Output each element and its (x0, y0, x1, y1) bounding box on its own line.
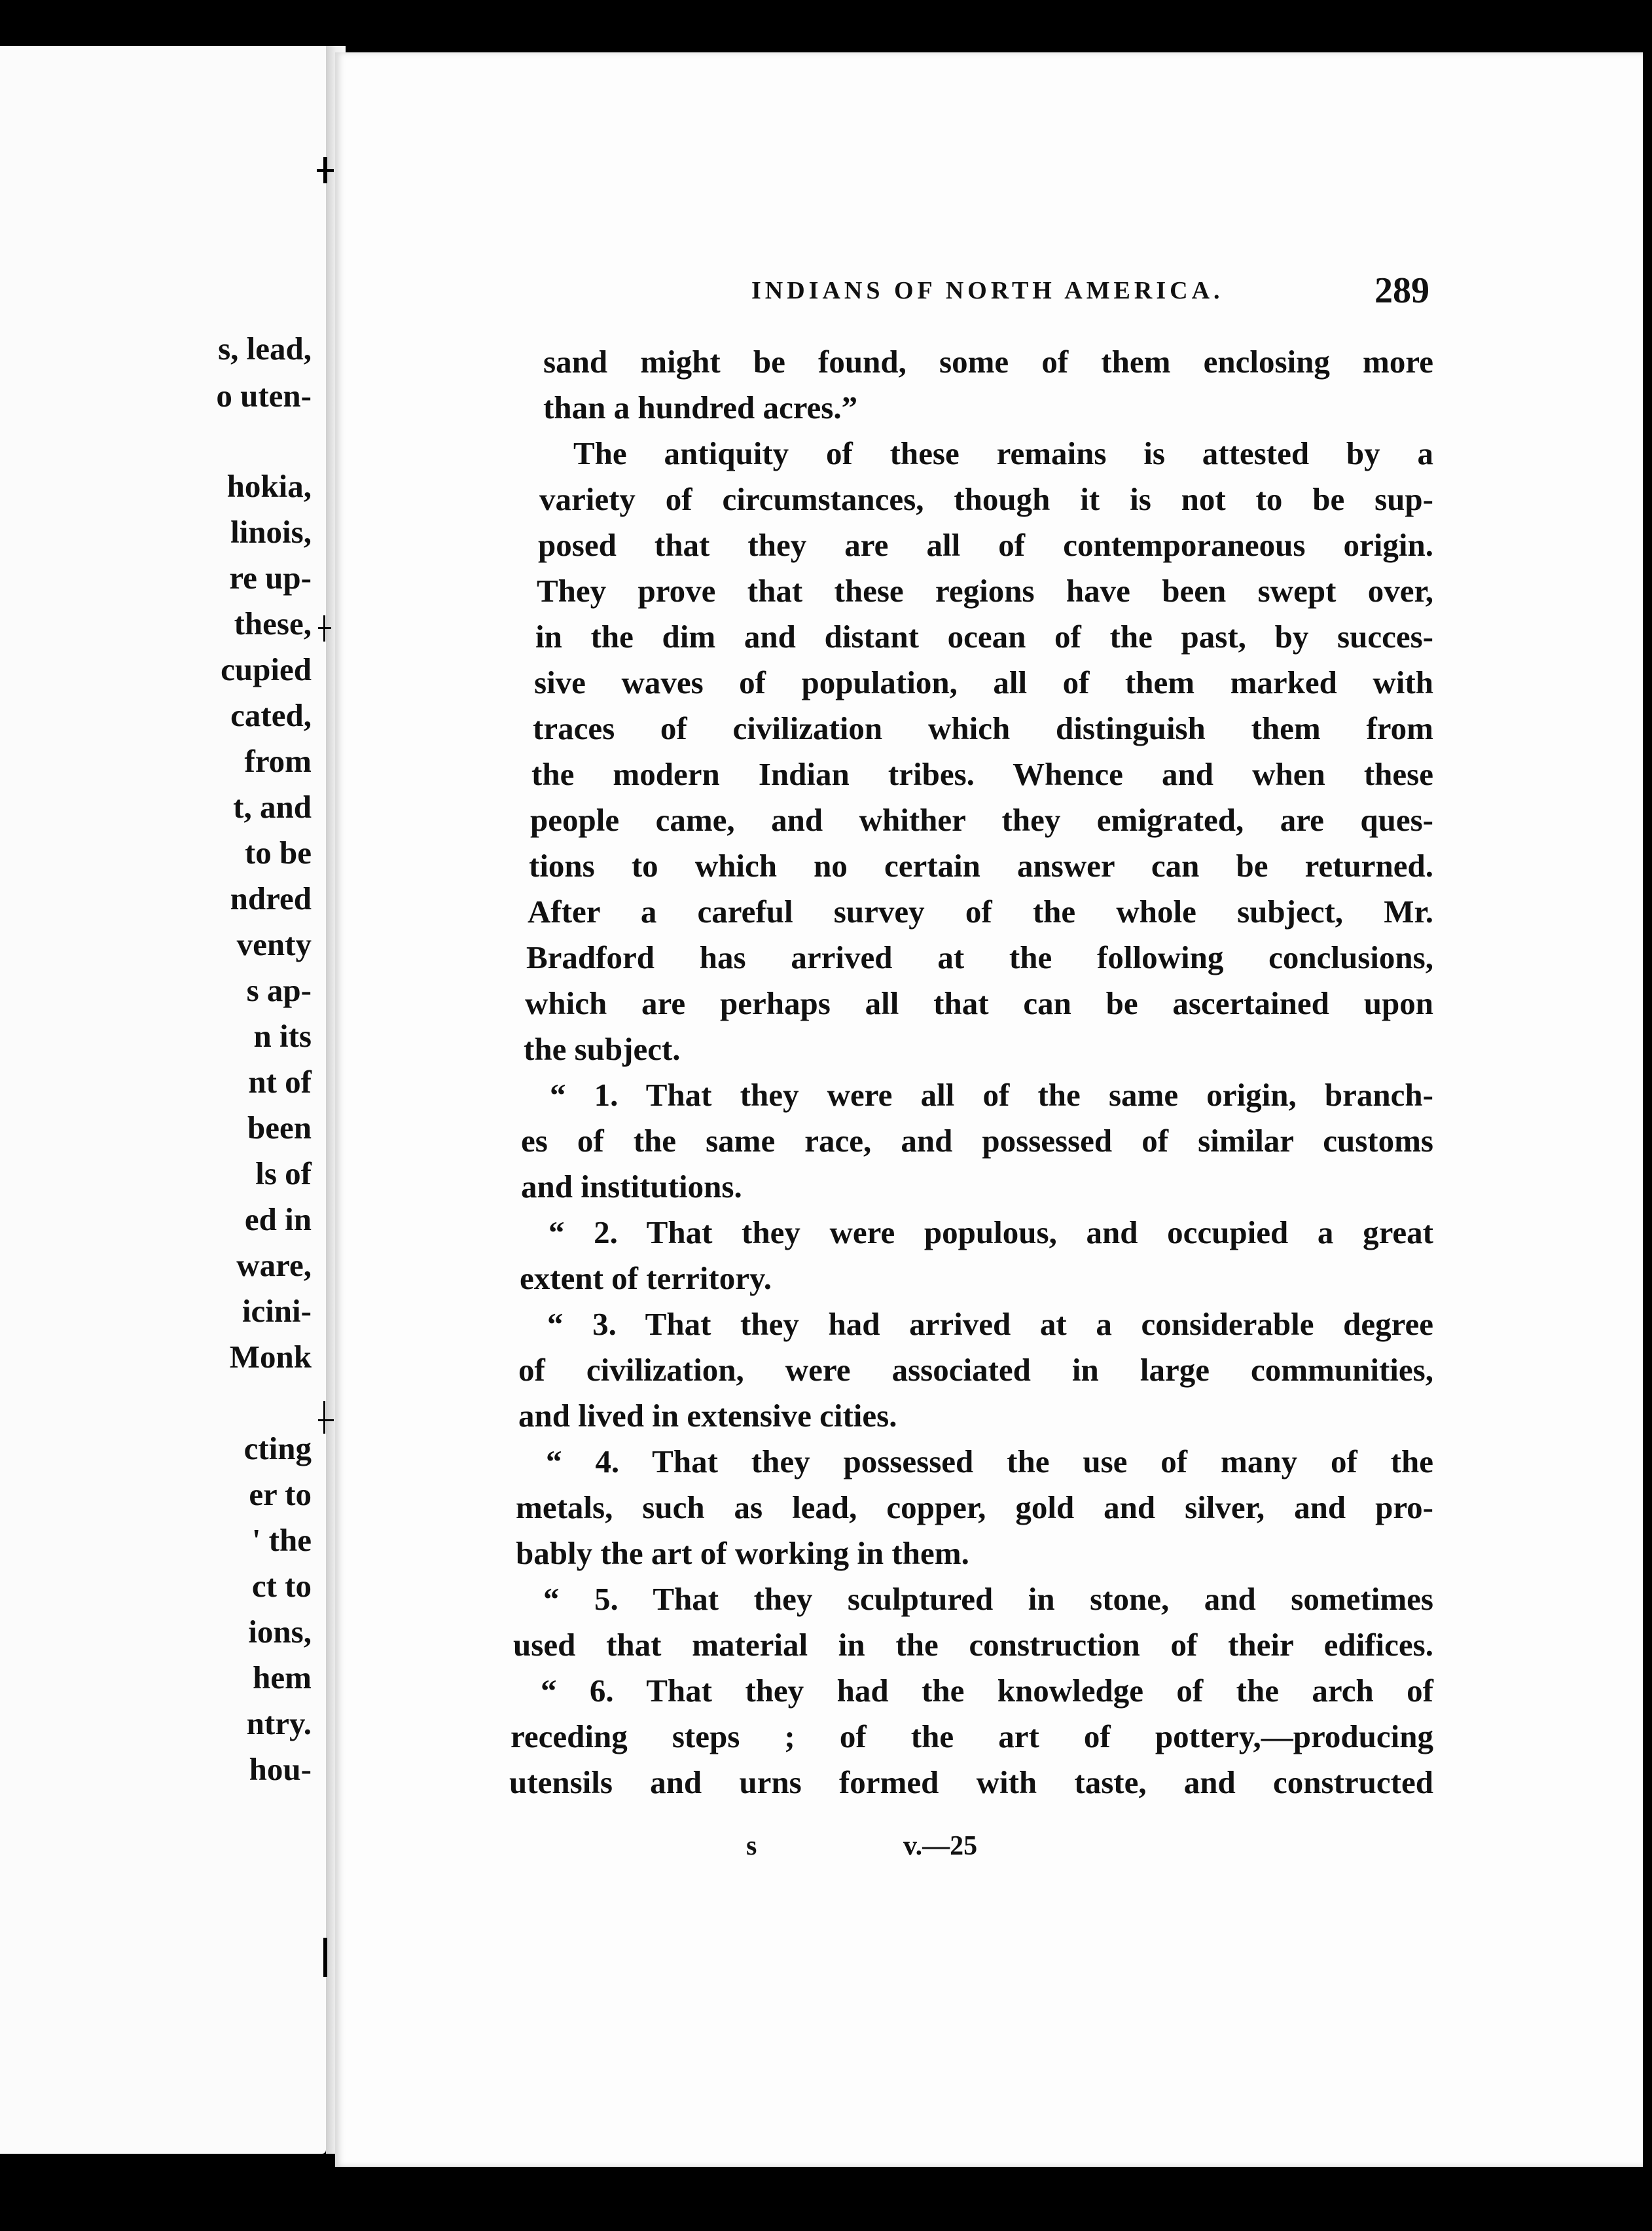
left-fragment: s, lead, (218, 331, 312, 367)
left-fragment: hou- (249, 1751, 312, 1787)
text-line: extent of territory. (520, 1260, 772, 1296)
text-line: Bradford has arrived at the following conclusions, (526, 939, 1433, 975)
text-line: “ 5. That they sculptured in stone, and sometimes (543, 1581, 1433, 1617)
gutter-mark (317, 169, 334, 172)
text-line: the modern Indian tribes. Whence and when these (531, 756, 1433, 792)
text-line: “ 6. That they had the knowledge of the arch of (541, 1673, 1433, 1709)
text-line: They prove that these regions have been swept over, (537, 573, 1433, 609)
left-fragment: to be (244, 835, 312, 871)
running-head: INDIANS OF NORTH AMERICA. (751, 277, 1224, 304)
left-fragment: er to (249, 1476, 312, 1512)
gutter-mark (318, 1419, 334, 1421)
text-line: used that material in the construction of their edifices. (513, 1627, 1433, 1663)
left-page (0, 46, 326, 2154)
text-line: people came, and whither they emigrated, are ques- (530, 802, 1433, 838)
text-line: tions to which no certain answer can be returned. (529, 848, 1433, 884)
left-fragment: n its (253, 1018, 312, 1054)
left-fragment: ct to (251, 1568, 312, 1604)
text-line: “ 4. That they possessed the use of many of the (546, 1443, 1433, 1479)
left-fragment: cting (243, 1430, 312, 1466)
text-line: “ 3. That they had arrived at a considerable degree (547, 1306, 1433, 1342)
text-line: “ 1. That they were all of the same origin, branch- (550, 1077, 1433, 1113)
left-fragment: ' the (251, 1522, 312, 1558)
text-line: variety of circumstances, though it is not to be sup- (539, 481, 1433, 517)
text-line: After a careful survey of the whole subject, Mr. (528, 894, 1433, 930)
left-fragment: ls of (255, 1155, 312, 1191)
text-line: “ 2. That they were populous, and occupied a great (548, 1214, 1433, 1250)
text-line: and lived in extensive cities. (518, 1398, 897, 1434)
left-fragment: hokia, (226, 468, 312, 504)
left-fragment: hem (253, 1660, 312, 1696)
left-fragment: ions, (248, 1614, 312, 1650)
volume-mark: v.—25 (903, 1831, 978, 1861)
left-fragment: o uten- (216, 378, 312, 414)
signature-mark: s (746, 1831, 757, 1861)
left-fragment: nt of (248, 1064, 312, 1100)
text-line: of civilization, were associated in large communities, (518, 1352, 1433, 1388)
text-line: utensils and urns formed with taste, and constructed (509, 1764, 1433, 1800)
left-fragment: venty (236, 926, 312, 962)
left-fragment: linois, (230, 514, 312, 550)
text-line: posed that they are all of contemporaneous origin. (538, 527, 1433, 563)
left-fragment: icini- (242, 1293, 312, 1329)
text-line: es of the same race, and possessed of similar customs (521, 1123, 1433, 1159)
text-line: The antiquity of these remains is attested by a (573, 435, 1433, 471)
text-line: than a hundred acres.” (543, 390, 858, 426)
left-fragment: ed in (244, 1201, 312, 1237)
text-line: the subject. (524, 1031, 681, 1067)
page-number: 289 (1374, 270, 1429, 311)
left-fragment: t, and (233, 789, 312, 825)
gutter-mark (318, 627, 331, 629)
left-fragment: these, (234, 606, 312, 642)
left-fragment: re up- (229, 560, 312, 596)
text-line: which are perhaps all that can be ascertained upon (525, 985, 1433, 1021)
left-fragment: been (247, 1110, 312, 1146)
left-fragment: cupied (221, 651, 312, 687)
text-line: sive waves of population, all of them marked with (534, 664, 1433, 700)
text-line: in the dim and distant ocean of the past, by succes- (535, 619, 1433, 655)
gutter-mark (323, 1401, 325, 1434)
left-fragment: cated, (230, 697, 312, 733)
gutter-mark (323, 1938, 327, 1977)
text-line: sand might be found, some of them enclosing more (543, 344, 1433, 380)
left-fragment: from (244, 743, 312, 779)
text-line: receding steps ; of the art of pottery,—producing (511, 1718, 1433, 1754)
left-fragment: ware, (236, 1247, 312, 1283)
text-line: bably the art of working in them. (516, 1535, 969, 1571)
text-line: traces of civilization which distinguish them from (533, 710, 1433, 746)
text-line: and institutions. (521, 1169, 742, 1205)
left-fragment: ndred (230, 880, 312, 916)
left-fragment: Monk (229, 1339, 312, 1375)
left-fragment: s ap- (246, 972, 312, 1008)
left-fragment: ntry. (246, 1705, 312, 1741)
text-line: metals, such as lead, copper, gold and silver, and pro- (516, 1489, 1433, 1525)
